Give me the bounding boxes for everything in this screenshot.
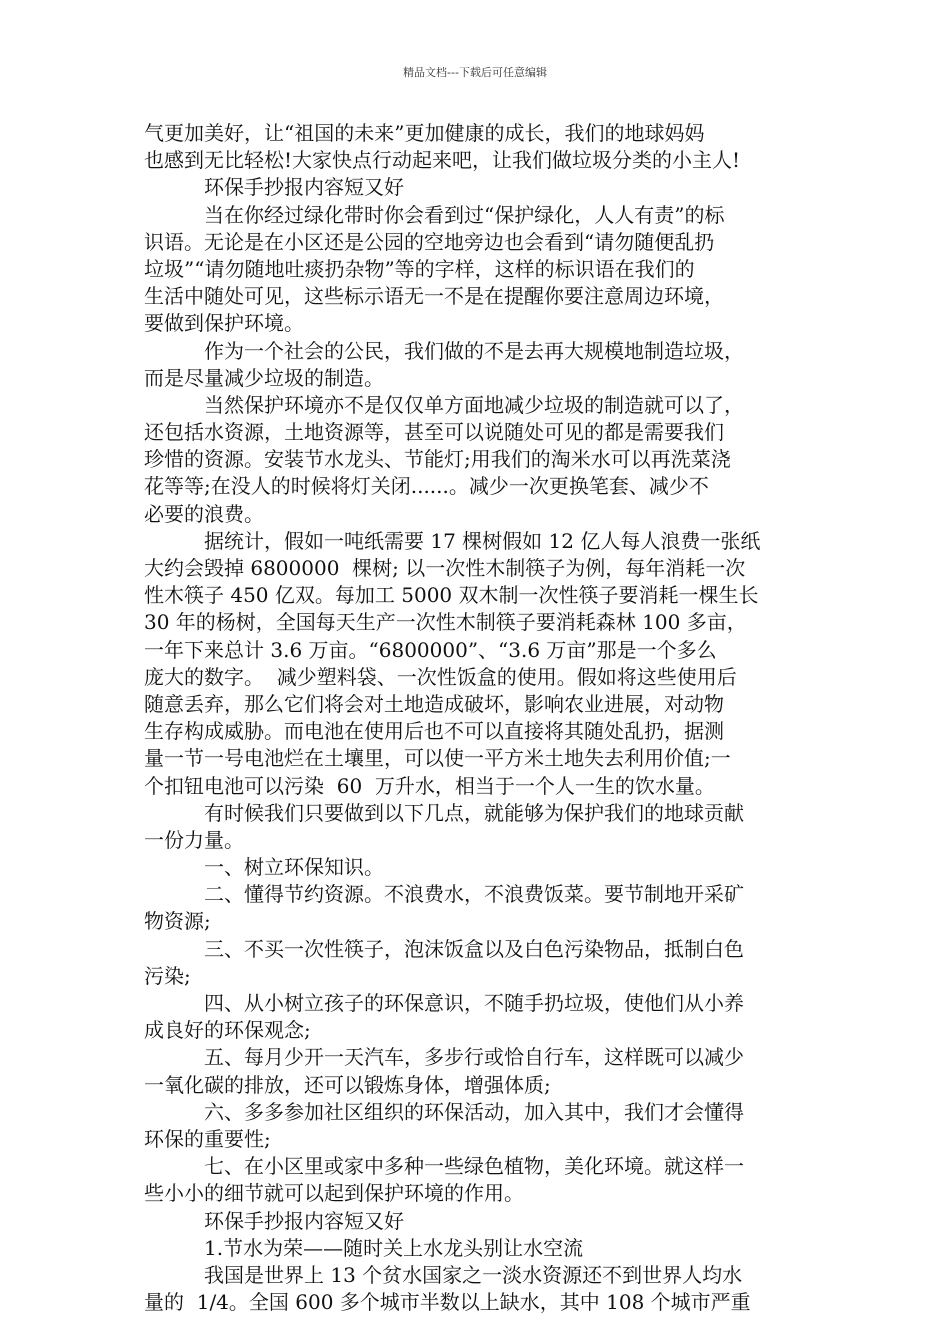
text-line: 些小小的细节就可以起到保护环境的作用。 xyxy=(144,1181,524,1206)
text-line: 30 年的杨树，全国每天生产一次性木制筷子要消耗森林 100 多亩， xyxy=(144,610,747,635)
text-line: 大约会毁掉 6800000 棵树; 以一次性木制筷子为例，每年消耗一次 xyxy=(144,556,746,580)
text-line: 一、树立环保知识。 xyxy=(204,855,384,880)
text-line: 生活中随处可见，这些标示语无一不是在提醒你要注意周边环境， xyxy=(144,284,724,309)
text-line: 环保的重要性; xyxy=(144,1126,271,1151)
text-line: 二、懂得节约资源。不浪费水，不浪费饭菜。要节制地开采矿 xyxy=(204,882,744,907)
text-line: 性木筷子 450 亿双。每加工 5000 双木制一次性筷子要消耗一棵生长 xyxy=(144,583,759,608)
text-line: 污染; xyxy=(144,963,191,988)
text-line: 识语。无论是在小区还是公园的空地旁边也会看到“请勿随便乱扔 xyxy=(144,229,715,254)
text-line: 物资源; xyxy=(144,909,211,934)
text-line: 当在你经过绿化带时你会看到过“保护绿化，人人有责”的标 xyxy=(204,202,725,227)
text-line: 一年下来总计 3.6 万亩。“6800000”、“3.6 万亩”那是一个多么 xyxy=(144,637,717,662)
text-line: 随意丢弃，那么它们将会对土地造成破坏，影响农业进展，对动物 xyxy=(144,691,724,716)
text-line: 必要的浪费。 xyxy=(144,501,264,526)
text-line: 量一节一号电池烂在土壤里，可以使一平方米土地失去利用价值;一 xyxy=(144,746,731,771)
text-line: 庞大的数字。 减少塑料袋、一次性饭盒的使用。假如将这些使用后 xyxy=(144,664,737,689)
text-line: 三、不买一次性筷子，泡沫饭盒以及白色污染物品，抵制白色 xyxy=(204,936,744,961)
text-line: 我国是世界上 13 个贫水国家之一淡水资源还不到世界人均水 xyxy=(204,1262,743,1287)
text-line: 作为一个社会的公民，我们做的不是去再大规模地制造垃圾， xyxy=(204,338,744,363)
text-line: 一氧化碳的排放，还可以锻炼身体，增强体质; xyxy=(144,1072,551,1097)
text-line: 垃圾”“请勿随地吐痰扔杂物”等的字样，这样的标识语在我们的 xyxy=(144,256,695,281)
page-header: 精品文档---下载后可任意编辑 xyxy=(403,66,547,79)
text-line: 要做到保护环境。 xyxy=(144,311,304,336)
text-line: 生存构成威胁。而电池在使用后也不可以直接将其随处乱扔，据测 xyxy=(144,719,724,744)
text-line: 一份力量。 xyxy=(144,827,244,852)
text-line: 也感到无比轻松!大家快点行动起来吧，让我们做垃圾分类的小主人! xyxy=(144,148,741,173)
text-line: 1.节水为荣——随时关上水龙头别让水空流 xyxy=(204,1235,584,1260)
text-line: 环保手抄报内容短又好 xyxy=(204,1208,404,1233)
text-line: 还包括水资源，土地资源等，甚至可以说随处可见的都是需要我们 xyxy=(144,420,724,445)
text-line: 环保手抄报内容短又好 xyxy=(204,175,404,200)
text-line: 个扣钮电池可以污染 60 万升水，相当于一个人一生的饮水量。 xyxy=(144,773,715,798)
text-line: 五、每月少开一天汽车，多步行或恰自行车，这样既可以减少 xyxy=(204,1045,744,1070)
text-line: 而是尽量减少垃圾的制造。 xyxy=(144,365,384,390)
text-line: 有时候我们只要做到以下几点，就能够为保护我们的地球贡献 xyxy=(204,800,744,825)
document-body xyxy=(144,120,808,1316)
text-line: 珍惜的资源。安装节水龙头、节能灯;用我们的淘米水可以再洗菜浇 xyxy=(144,447,731,472)
text-line: 当然保护环境亦不是仅仅单方面地减少垃圾的制造就可以了， xyxy=(204,392,744,417)
text-line: 六、多多参加社区组织的环保活动，加入其中，我们才会懂得 xyxy=(204,1099,744,1124)
text-line: 四、从小树立孩子的环保意识，不随手扔垃圾，使他们从小养 xyxy=(204,991,744,1015)
text-line: 量的 1/4。全国 600 多个城市半数以上缺水，其中 108 个城市严重 xyxy=(144,1290,751,1315)
text-line: 七、在小区里或家中多种一些绿色植物，美化环境。就这样一 xyxy=(204,1154,744,1179)
text-line: 据统计，假如一吨纸需要 17 棵树假如 12 亿人每人浪费一张纸 xyxy=(204,528,761,553)
text-line: 气更加美好，让“祖国的未来”更加健康的成长，我们的地球妈妈 xyxy=(144,121,705,145)
text-line: 成良好的环保观念; xyxy=(144,1018,311,1043)
text-line: 花等等;在没人的时候将灯关闭......。减少一次更换笔套、减少不 xyxy=(144,474,709,499)
